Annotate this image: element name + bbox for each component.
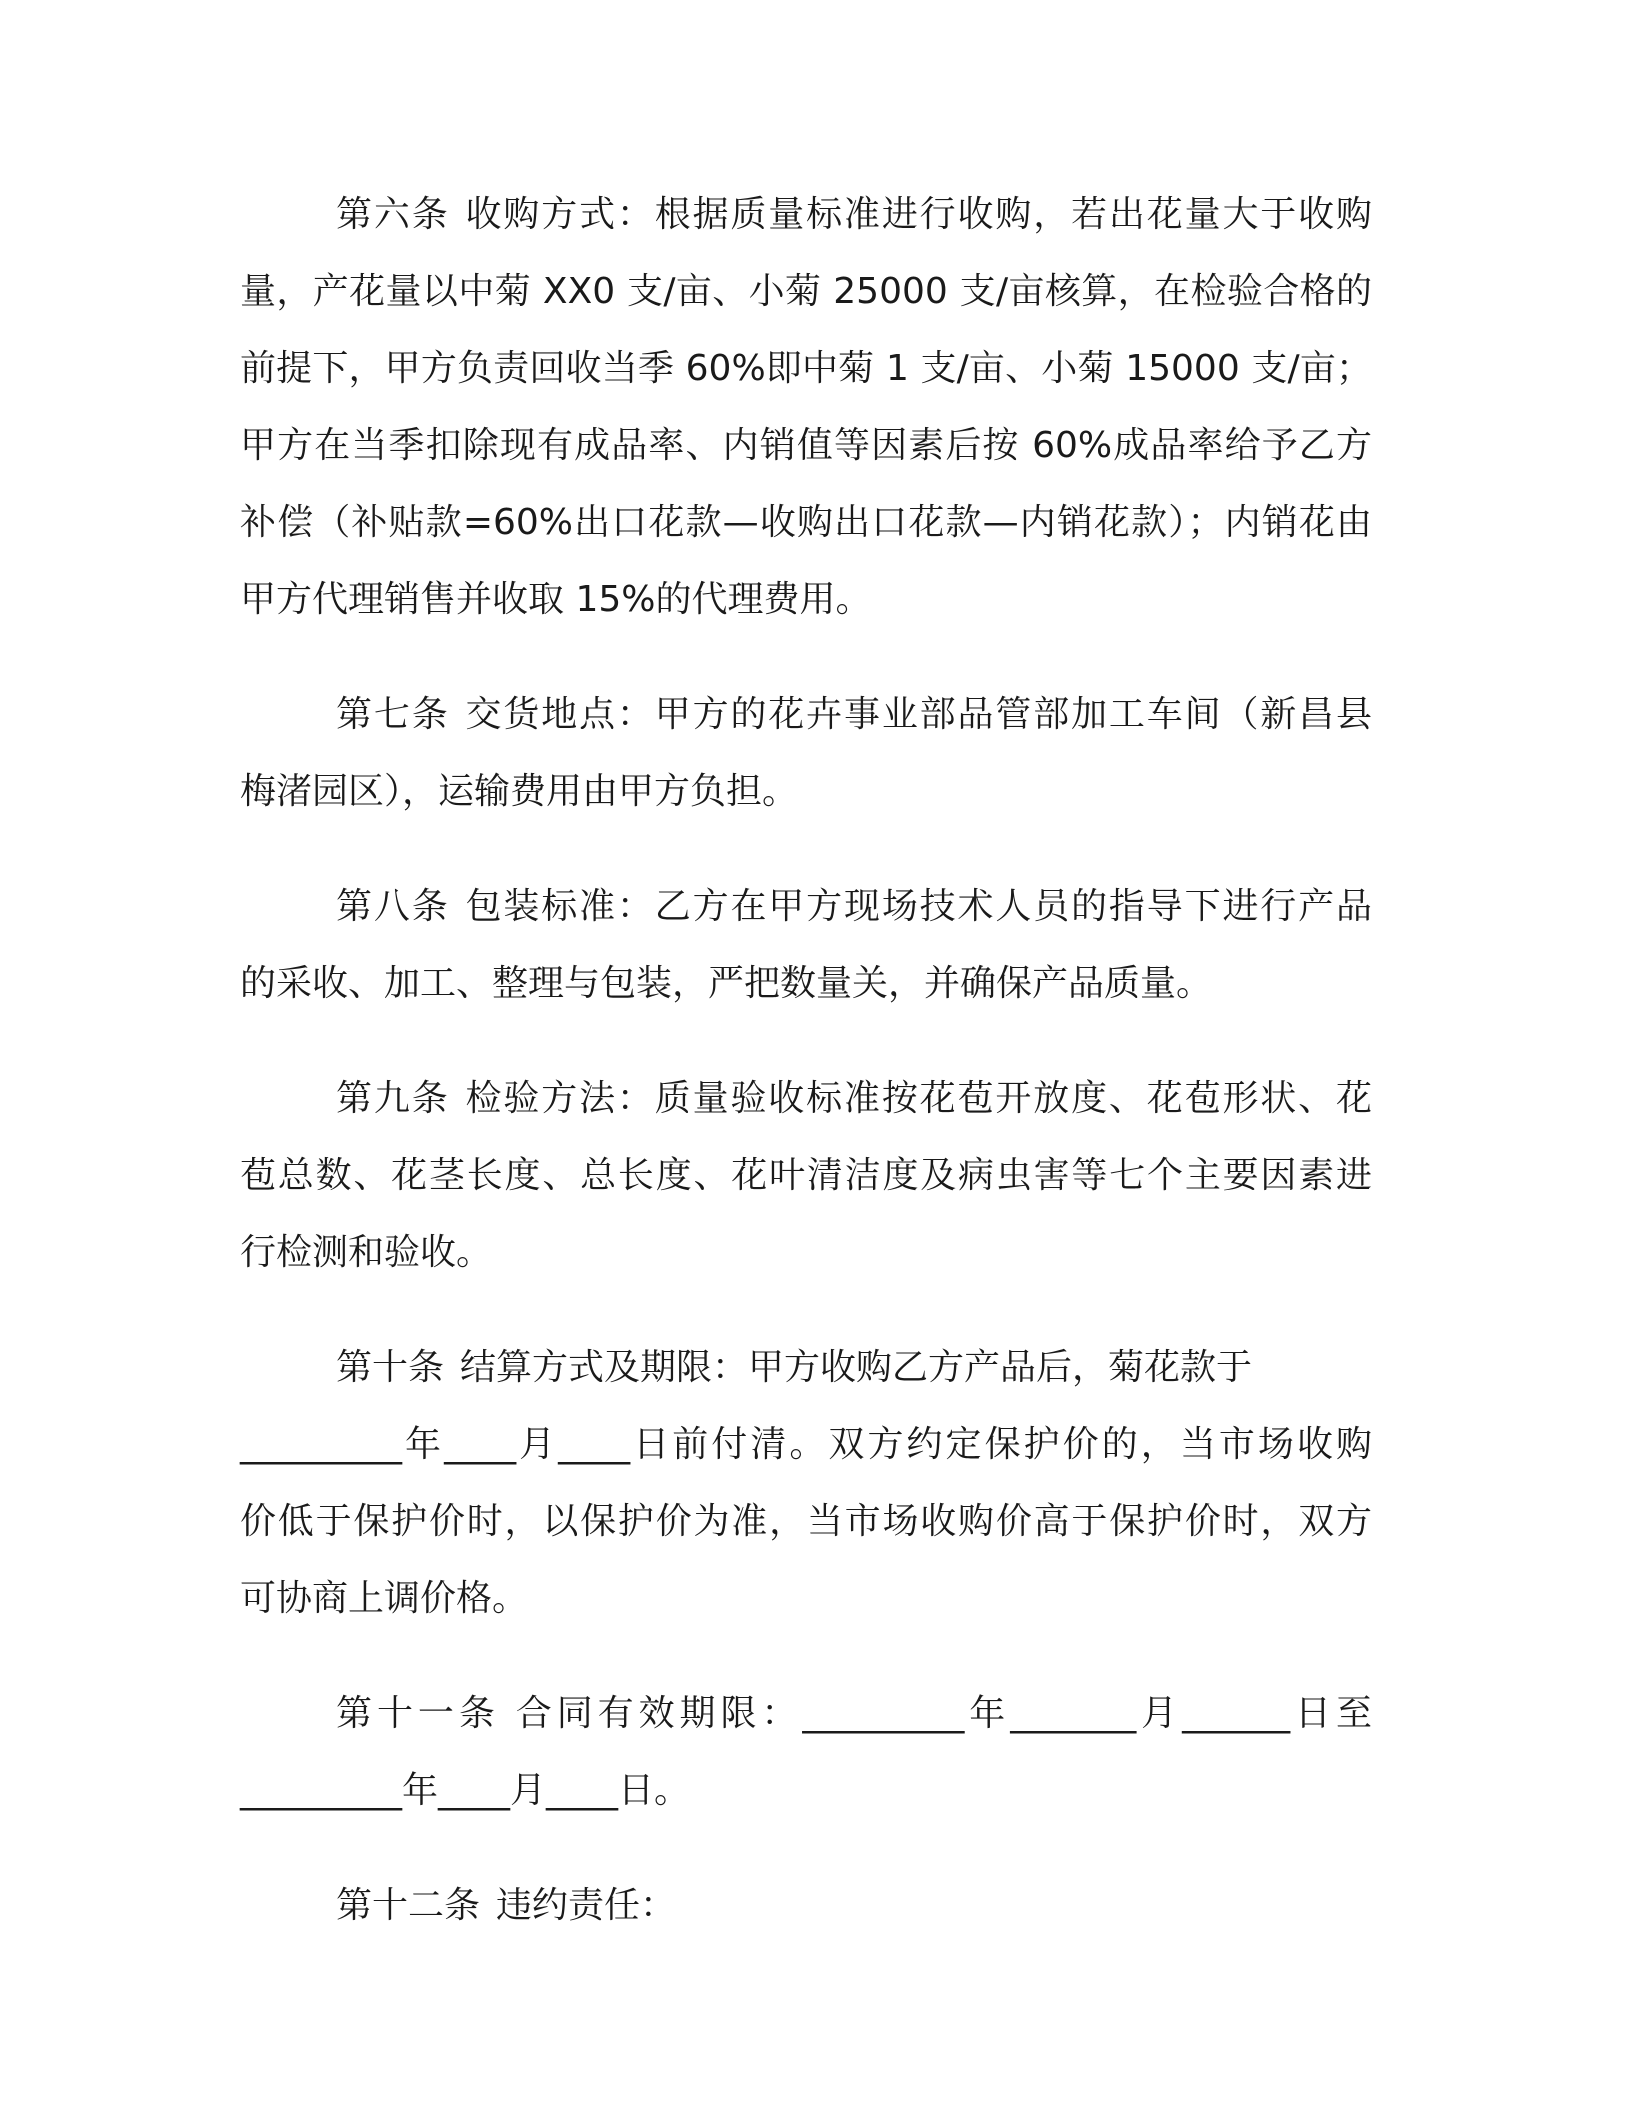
article-heading: 第十一条: [336, 1693, 500, 1734]
article-8: [240, 868, 1372, 1022]
paragraph-line: 第十二条 违约责任：: [336, 1885, 677, 1926]
article-12: [240, 1867, 1372, 1944]
article-heading: 第七条: [336, 694, 450, 735]
paragraph-line: 甲方在当季扣除现有成品率、内销值等因素后按 60%成品率给予乙方: [240, 425, 1372, 466]
paragraph-line: 价低于保护价时，以保护价为准，当市场收购价高于保护价时，双方: [240, 1501, 1372, 1542]
paragraph-line: 梅渚园区），运输费用由甲方负担。: [240, 771, 799, 812]
article-heading: 第十二条: [336, 1885, 481, 1926]
paragraph-line: 第七条 交货地点：甲方的花卉事业部品管部加工车间（新昌县: [336, 694, 1372, 735]
article-heading: 第十条: [336, 1347, 445, 1388]
article-10: [240, 1329, 1372, 1637]
article-9: [240, 1060, 1372, 1291]
paragraph-line: 甲方代理销售并收取 15%的代理费用。: [240, 579, 872, 620]
paragraph-line: 补偿（补贴款=60%出口花款—收购出口花款—内销花款）；内销花由: [240, 502, 1372, 543]
article-heading: 第九条: [336, 1078, 450, 1119]
article-7: [240, 676, 1372, 830]
paragraph-line: 第九条 检验方法：质量验收标准按花苞开放度、花苞形状、花: [336, 1078, 1372, 1119]
article-heading: 第八条: [336, 886, 450, 927]
paragraph-line: 第八条 包装标准：乙方在甲方现场技术人员的指导下进行产品: [336, 886, 1372, 927]
paragraph-line: 的采收、加工、整理与包装，严把数量关，并确保产品质量。: [240, 963, 1213, 1004]
paragraph-line: 第十条 结算方式及期限：甲方收购乙方产品后，菊花款于: [336, 1347, 1253, 1388]
paragraph-line: _________年____月____日。: [240, 1770, 691, 1811]
article-6: [240, 176, 1372, 638]
paragraph-line: 可协商上调价格。: [240, 1578, 529, 1619]
paragraph-line: 第六条 收购方式：根据质量标准进行收购，若出花量大于收购: [336, 194, 1372, 235]
paragraph-line: 量，产花量以中菊 XX0 支/亩、小菊 25000 支/亩核算，在检验合格的: [240, 271, 1372, 312]
article-11: [240, 1675, 1372, 1829]
document-body: [240, 176, 1372, 1982]
article-heading: 第六条: [336, 194, 450, 235]
paragraph-line: 行检测和验收。: [240, 1232, 493, 1273]
paragraph-line: 第十一条 合同有效期限：_________年_______月______日至: [336, 1693, 1372, 1734]
paragraph-line: _________年____月____日前付清。双方约定保护价的，当市场收购: [240, 1424, 1372, 1465]
paragraph-line: 前提下，甲方负责回收当季 60%即中菊 1 支/亩、小菊 15000 支/亩；: [240, 348, 1372, 389]
paragraph-line: 苞总数、花茎长度、总长度、花叶清洁度及病虫害等七个主要因素进: [240, 1155, 1372, 1196]
